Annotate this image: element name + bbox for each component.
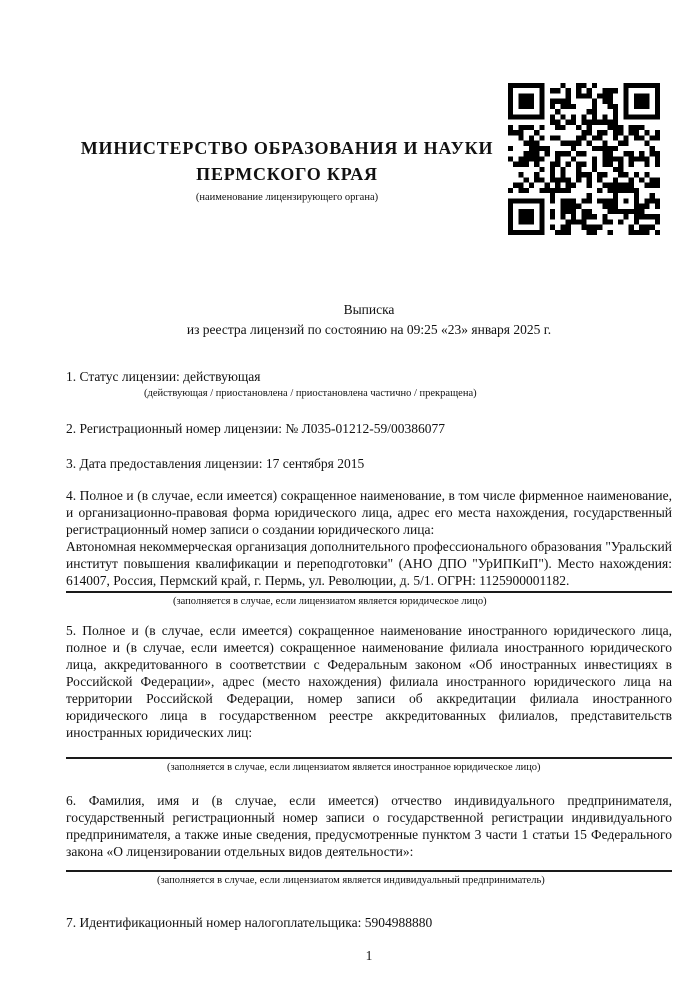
licensing-authority-block bbox=[66, 83, 508, 204]
field-foreign-entity-statement: 5. Полное и (в случае, если имеется) сокращенное наименование иностранного юридического лица, полное и (в случае, если имеется) сокращенное наименование филиала иностранного юридического лица, аккредитованного в соответствии с Федеральным законом «Об иностранных инвестициях в Российской Федерации», адрес (место нахождения) филиала иностранного юридического лица на территории Российской Федерации, номер записи об аккредитации филиала иностранного юридического лица в государственном реестре аккредитованных филиалов, представительств иностранных юридических лиц: bbox=[66, 623, 672, 740]
field-legal-entity-caption: (заполняется в случае, если лицензиатом является юридическое лицо) bbox=[173, 596, 487, 607]
page-number: 1 bbox=[365, 948, 373, 963]
field-grant-date: 3. Дата предоставления лицензии: 17 сентября 2015 bbox=[66, 456, 365, 471]
field-individual-entrepreneur-statement: 6. Фамилия, имя и (в случае, если имеется) отчество индивидуального предпринимателя, государственный регистрационный номер записи о государственной регистрации индивидуального предпринимателя, а также иные сведения, предусмотренные пунктом 3 части 1 статьи 15 Федерального закона «О лицензировании отдельных видов деятельности»: bbox=[66, 793, 672, 859]
licensing-authority-name-line2: ПЕРМСКОГО КРАЯ bbox=[196, 164, 378, 184]
qr-code-icon bbox=[508, 83, 660, 235]
document-header bbox=[66, 83, 672, 235]
field-registration-number: 2. Регистрационный номер лицензии: № Л035-01212-59/00386077 bbox=[66, 421, 446, 436]
document-title-line2: из реестра лицензий по состоянию на 09:25 «23» января 2025 г. bbox=[186, 322, 552, 337]
document-title bbox=[66, 300, 672, 340]
field-legal-entity-value: Автономная некоммерческая организация дополнительного профессионального образования "Уральский институт повышения квалификации и переподготовки" (АНО ДПО "УрИПКиП"). Место нахождения: 614007, Россия, Пермский край, г. Пермь, ул. Революции, д. 5/1. ОГРН: 1125900001182. bbox=[66, 539, 672, 588]
field-license-status: 1. Статус лицензии: действующая bbox=[66, 369, 261, 384]
field-legal-entity-statement: 4. Полное и (в случае, если имеется) сокращенное наименование, в том числе фирменное наименование, и организационно-правовая форма юридического лица, адрес его места нахождения, государственный регистрационный номер записи о создании юридического лица: bbox=[66, 488, 672, 537]
fill-in-line bbox=[66, 591, 672, 593]
field-taxpayer-id: 7. Идентификационный номер налогоплательщика: 5904988880 bbox=[66, 915, 433, 930]
licensing-authority-caption: (наименование лицензирующего органа) bbox=[195, 192, 379, 203]
field-foreign-entity-caption: (заполняется в случае, если лицензиатом является иностранное юридическое лицо) bbox=[167, 762, 541, 773]
document-title-line1: Выписка bbox=[343, 302, 395, 317]
fill-in-line bbox=[66, 870, 672, 872]
fill-in-line bbox=[66, 757, 672, 759]
field-individual-entrepreneur-caption: (заполняется в случае, если лицензиатом является индивидуальный предприниматель) bbox=[157, 875, 545, 886]
field-license-status-caption: (действующая / приостановлена / приостановлена частично / прекращена) bbox=[144, 388, 477, 399]
licensing-authority-name-line1: МИНИСТЕРСТВО ОБРАЗОВАНИЯ И НАУКИ bbox=[80, 138, 494, 158]
